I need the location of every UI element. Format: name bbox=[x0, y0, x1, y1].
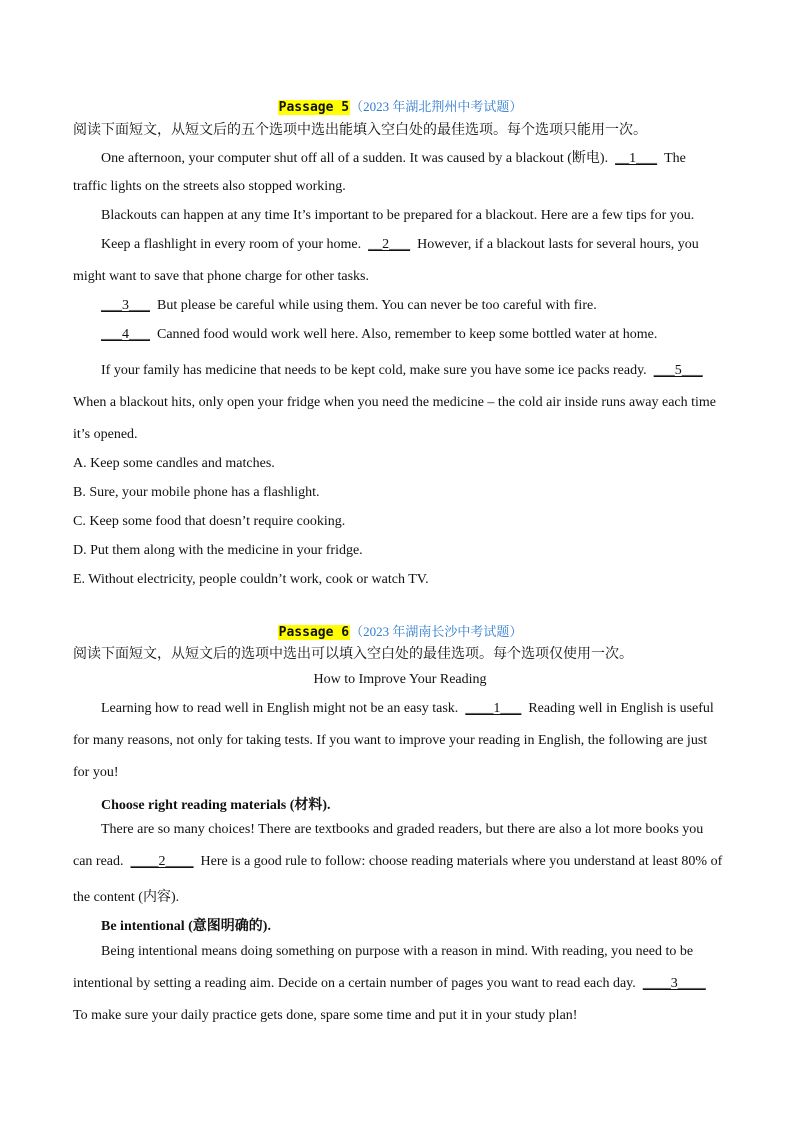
subheading-materials: Choose right reading materials (材料). bbox=[101, 798, 331, 813]
p6-paragraph-1-line-3: for you! bbox=[73, 765, 119, 780]
p5-text: If your family has medicine that needs to be kept cold, make sure you have some ice packs ready. bbox=[101, 363, 647, 378]
p5-paragraph-5 bbox=[101, 327, 657, 343]
p5-paragraph-3-line-1 bbox=[101, 237, 699, 253]
passage-5-header bbox=[0, 96, 800, 116]
p6-blank-2: ____2____ bbox=[130, 854, 194, 869]
p5-paragraph-6-line-2: When a blackout hits, only open your fridge when you need the medicine – the cold air inside runs away each time bbox=[73, 395, 717, 410]
p5-text: But please be careful while using them. You can never be too careful with fire. bbox=[157, 298, 597, 313]
option-d: D. Put them along with the medicine in your fridge. bbox=[73, 543, 363, 558]
article-heading: How to Improve Your Reading bbox=[313, 672, 487, 687]
p6-text: Reading well in English is useful bbox=[528, 701, 714, 716]
passage-5-title: Passage 5 bbox=[278, 100, 350, 115]
p6-blank-1: ____1___ bbox=[465, 701, 522, 716]
p5-text: The bbox=[664, 151, 686, 166]
passage-6-source: （2023 年湖南长沙中考试题） bbox=[350, 624, 523, 639]
option-a: A. Keep some candles and matches. bbox=[73, 456, 275, 471]
passage-5-source: （2023 年湖北荆州中考试题） bbox=[350, 99, 523, 114]
p5-paragraph-2: Blackouts can happen at any time It’s important to be prepared for a blackout. Here are a few tips for you. bbox=[101, 208, 695, 223]
passage-5-instruction: 阅读下面短文，从短文后的五个选项中选出能填入空白处的最佳选项。每个选项只能用一次。 bbox=[73, 123, 647, 138]
p6-paragraph-1-line-1 bbox=[101, 701, 714, 717]
p6-text: Here is a good rule to follow: choose reading materials where you understand at least 80% of bbox=[200, 854, 723, 869]
p6-text: intentional by setting a reading aim. Decide on a certain number of pages you want to read each day. bbox=[73, 976, 636, 991]
passage-6-instruction: 阅读下面短文，从短文后的选项中选出可以填入空白处的最佳选项。每个选项仅使用一次。 bbox=[73, 647, 633, 662]
p5-paragraph-6-line-1 bbox=[101, 363, 703, 379]
p5-text: Canned food would work well here. Also, remember to keep some bottled water at home. bbox=[157, 327, 658, 342]
p6-paragraph-2-line-3: the content (内容). bbox=[73, 890, 180, 905]
subheading-intentional: Be intentional (意图明确的). bbox=[101, 919, 271, 934]
p5-text: However, if a blackout lasts for several hours, you bbox=[417, 237, 699, 252]
p6-paragraph-1-line-2: for many reasons, not only for taking tests. If you want to improve your reading in English, the following are just bbox=[73, 733, 708, 748]
p6-text: can read. bbox=[73, 854, 124, 869]
p6-paragraph-3-line-1: Being intentional means doing something on purpose with a reason in mind. With reading, you need to be bbox=[101, 944, 694, 959]
option-c: C. Keep some food that doesn’t require cooking. bbox=[73, 514, 346, 529]
passage-6-title: Passage 6 bbox=[278, 625, 350, 640]
p6-blank-3: ____3____ bbox=[642, 976, 706, 991]
p6-paragraph-2-line-1: There are so many choices! There are textbooks and graded readers, but there are also a lot more books you bbox=[101, 822, 704, 837]
p6-paragraph-3-line-3: To make sure your daily practice gets done, spare some time and put it in your study plan! bbox=[73, 1008, 578, 1023]
p5-paragraph-3-line-2: might want to save that phone charge for other tasks. bbox=[73, 269, 369, 284]
p5-paragraph-4 bbox=[101, 298, 597, 314]
p5-blank-5: ___5___ bbox=[653, 363, 703, 378]
option-b: B. Sure, your mobile phone has a flashlight. bbox=[73, 485, 320, 500]
p5-blank-1: __1___ bbox=[615, 151, 658, 166]
p5-blank-4: ___4___ bbox=[101, 327, 150, 342]
p6-text: Learning how to read well in English might not be an easy task. bbox=[101, 701, 459, 716]
p5-blank-3: ___3___ bbox=[101, 298, 150, 313]
p5-paragraph-6-line-3: it’s opened. bbox=[73, 427, 138, 442]
p6-paragraph-2-line-2 bbox=[73, 854, 722, 870]
passage-6-header bbox=[0, 621, 800, 641]
option-e: E. Without electricity, people couldn’t work, cook or watch TV. bbox=[73, 572, 429, 587]
p5-paragraph-1-line-2: traffic lights on the streets also stopped working. bbox=[73, 179, 346, 194]
p5-text: Keep a flashlight in every room of your home. bbox=[101, 237, 362, 252]
p6-paragraph-3-line-2 bbox=[73, 976, 706, 992]
p5-blank-2: __2___ bbox=[368, 237, 411, 252]
p5-text: One afternoon, your computer shut off all of a sudden. It was caused by a blackout (断电). bbox=[101, 151, 609, 166]
p5-paragraph-1-line-1 bbox=[101, 147, 686, 167]
